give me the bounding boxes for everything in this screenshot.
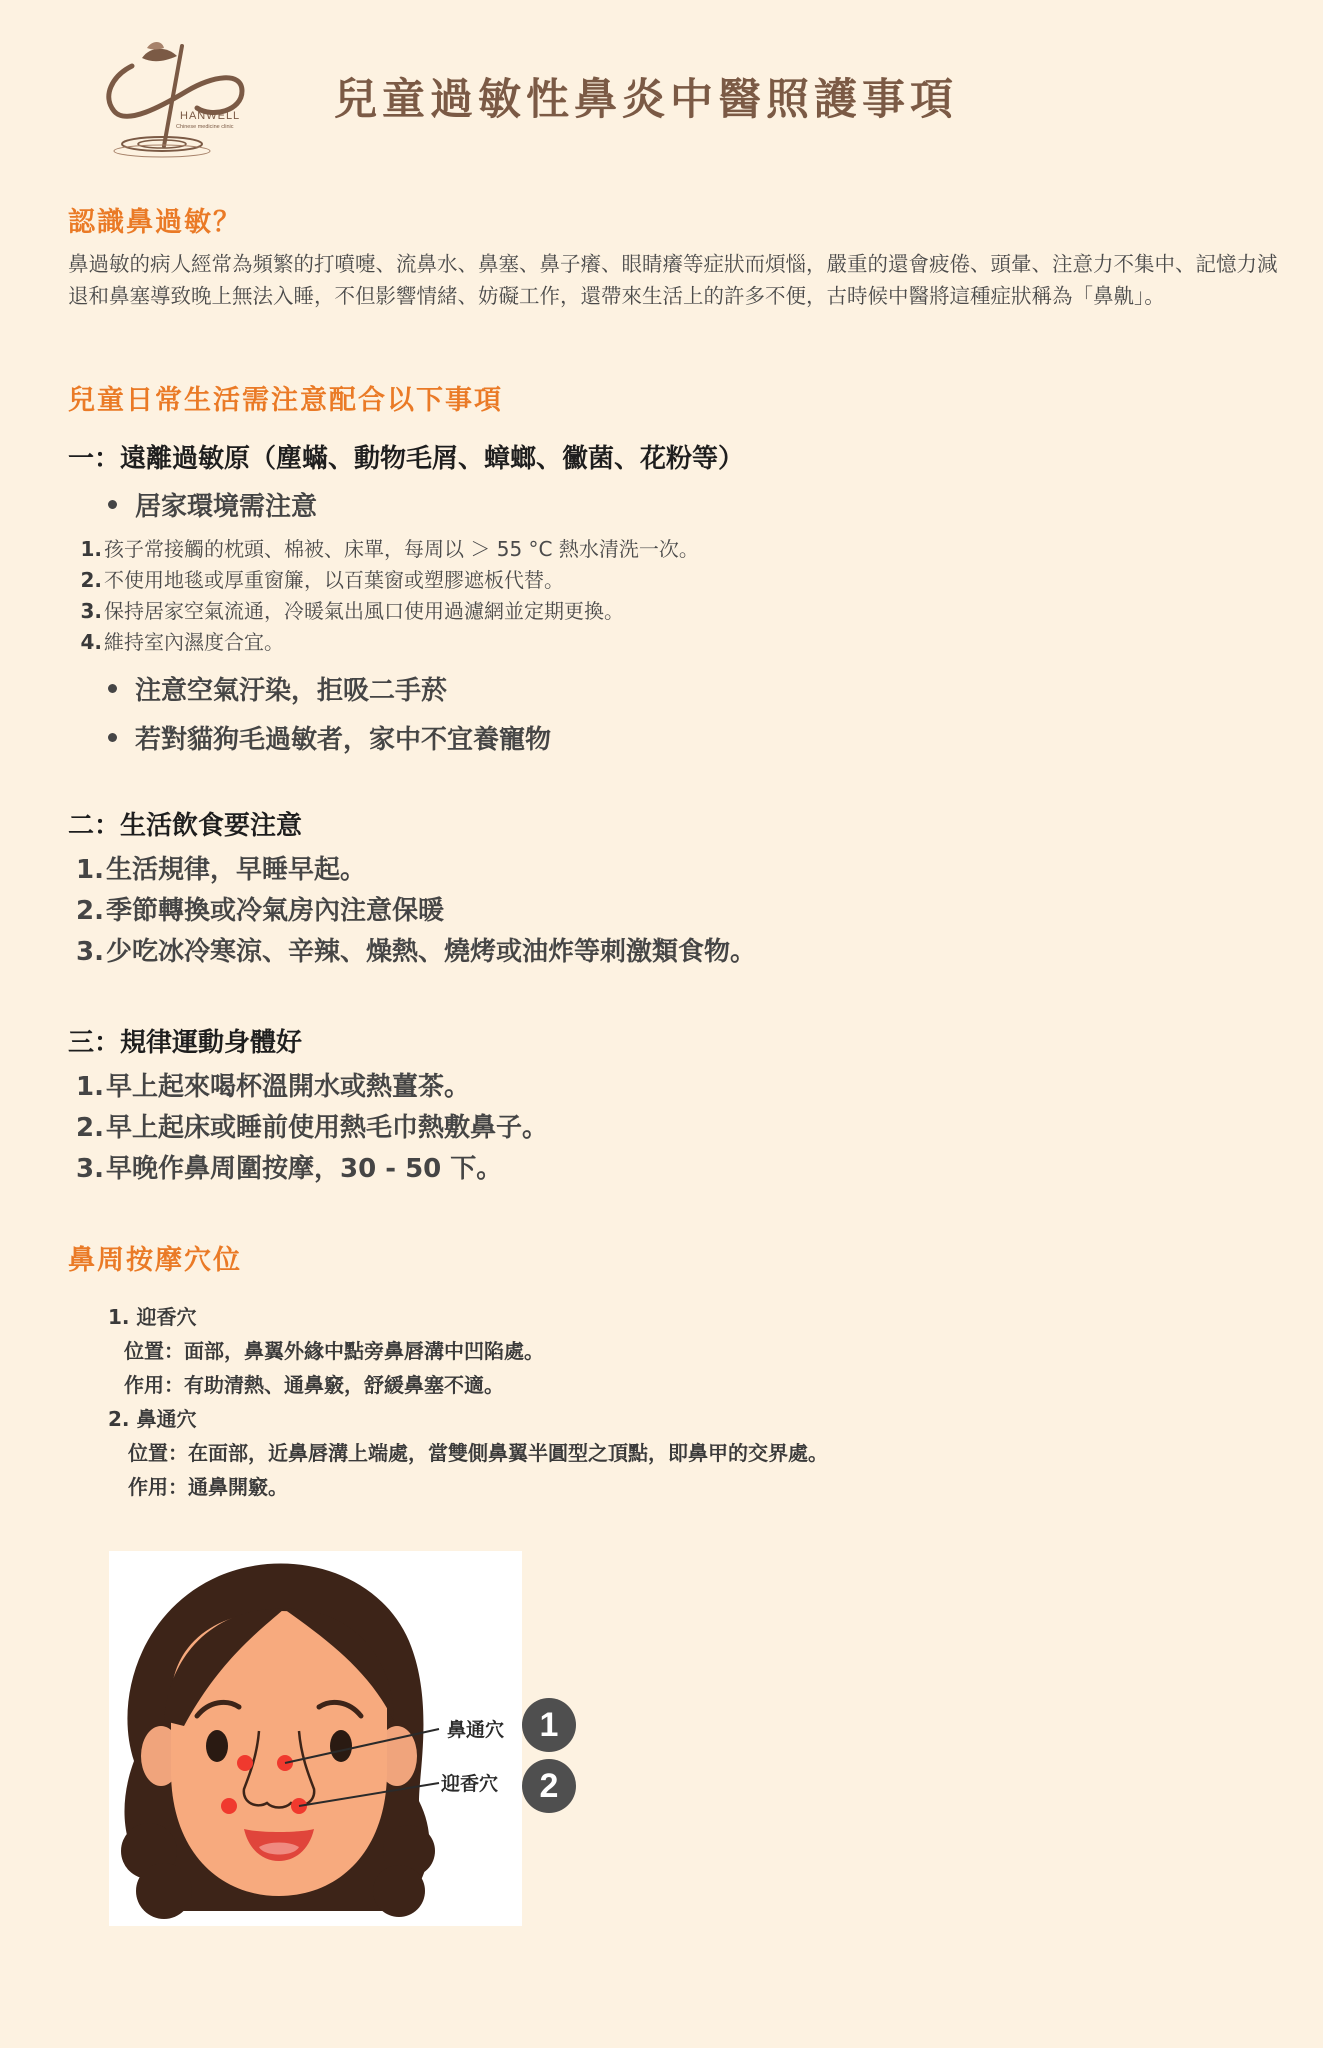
part1-heading: 一：遠離過敏原（塵蟎、動物毛屑、蟑螂、黴菌、花粉等） xyxy=(68,444,745,474)
number-badge-1: 1 xyxy=(522,1698,576,1752)
acupoint-location: 位置：在面部，近鼻唇溝上端處，當雙側鼻翼半圓型之頂點，即鼻甲的交界處。 xyxy=(128,1441,828,1465)
clinic-logo xyxy=(92,36,262,162)
diet-list xyxy=(76,850,756,973)
number-badge-2: 2 xyxy=(522,1759,576,1813)
bullet-dot-icon xyxy=(108,500,117,509)
logo-subtitle: Chinese medicine clinic xyxy=(176,124,234,130)
acupoint-title-bitong: 2. 鼻通穴 xyxy=(108,1407,197,1431)
list-item: 1.早上起來喝杯溫開水或熱薑茶。 xyxy=(76,1072,471,1102)
list-item: 3.少吃冰冷寒涼、辛辣、燥熱、燒烤或油炸等刺激類食物。 xyxy=(76,937,757,967)
bullet-home-environment: 居家環境需注意 xyxy=(108,486,317,523)
label-yingxiang: 迎香穴 xyxy=(441,1773,499,1795)
acupoint-title-yingxiang: 1. 迎香穴 xyxy=(108,1305,197,1329)
list-item: 3. 保持居家空氣流通，冷暖氣出風口使用過濾網並定期更換。 xyxy=(80,599,624,623)
logo-mark-icon xyxy=(92,36,262,162)
list-item: 2.早上起床或睡前使用熱毛巾熱敷鼻子。 xyxy=(76,1113,549,1143)
section-heading-about: 認識鼻過敏？ xyxy=(68,207,242,238)
bullet-pets: 若對貓狗毛過敏者，家中不宜養寵物 xyxy=(108,719,551,756)
acupoint-bitong-left-dot xyxy=(237,1755,253,1771)
part3-heading: 三：規律運動身體好 xyxy=(68,1028,303,1058)
acupoint-effect: 作用：有助清熱、通鼻竅，舒緩鼻塞不適。 xyxy=(124,1373,504,1397)
logo-name: HANWELL xyxy=(180,110,241,122)
label-bitong: 鼻通穴 xyxy=(447,1719,505,1741)
intro-paragraph: 鼻過敏的病人經常為頻繁的打噴嚏、流鼻水、鼻塞、鼻子癢、眼睛癢等症狀而煩惱，嚴重的還會疲倦、頭暈、注意力不集中、記憶力減退和鼻塞導致晚上無法入睡，不但影響情緒、妨礙工作，還帶來生活上的許多不便，古時候中醫將這種症狀稱為「鼻鼽」。 xyxy=(68,252,1278,308)
list-item: 1. 孩子常接觸的枕頭、棉被、床單，每周以 ＞ 55 °C 熱水清洗一次。 xyxy=(80,537,699,561)
home-care-list xyxy=(78,534,699,658)
part2-heading: 二：生活飲食要注意 xyxy=(68,811,303,841)
acupoint-location: 位置：面部，鼻翼外緣中點旁鼻唇溝中凹陷處。 xyxy=(124,1339,544,1363)
list-item: 4. 維持室內濕度合宜。 xyxy=(80,630,284,654)
acupoint-effect: 作用：通鼻開竅。 xyxy=(128,1475,288,1499)
bullet-air-pollution: 注意空氣汙染，拒吸二手菸 xyxy=(108,670,447,707)
acupoint-yingxiang-left-dot xyxy=(221,1798,237,1814)
acupoint-list xyxy=(108,1300,828,1504)
section-heading-daily-care: 兒童日常生活需注意配合以下事項 xyxy=(68,385,503,416)
exercise-list xyxy=(76,1067,548,1190)
page-title: 兒童過敏性鼻炎中醫照護事項 xyxy=(334,75,958,125)
list-item: 2.季節轉換或冷氣房內注意保暖 xyxy=(76,896,445,926)
bullet-dot-icon xyxy=(108,733,117,742)
list-item: 3.早晚作鼻周圍按摩，30 - 50 下。 xyxy=(76,1154,503,1184)
bullet-dot-icon xyxy=(108,684,117,693)
section-heading-acupoints: 鼻周按摩穴位 xyxy=(68,1245,242,1276)
list-item: 1.生活規律，早睡早起。 xyxy=(76,855,367,885)
list-item: 2. 不使用地毯或厚重窗簾，以百葉窗或塑膠遮板代替。 xyxy=(80,568,564,592)
